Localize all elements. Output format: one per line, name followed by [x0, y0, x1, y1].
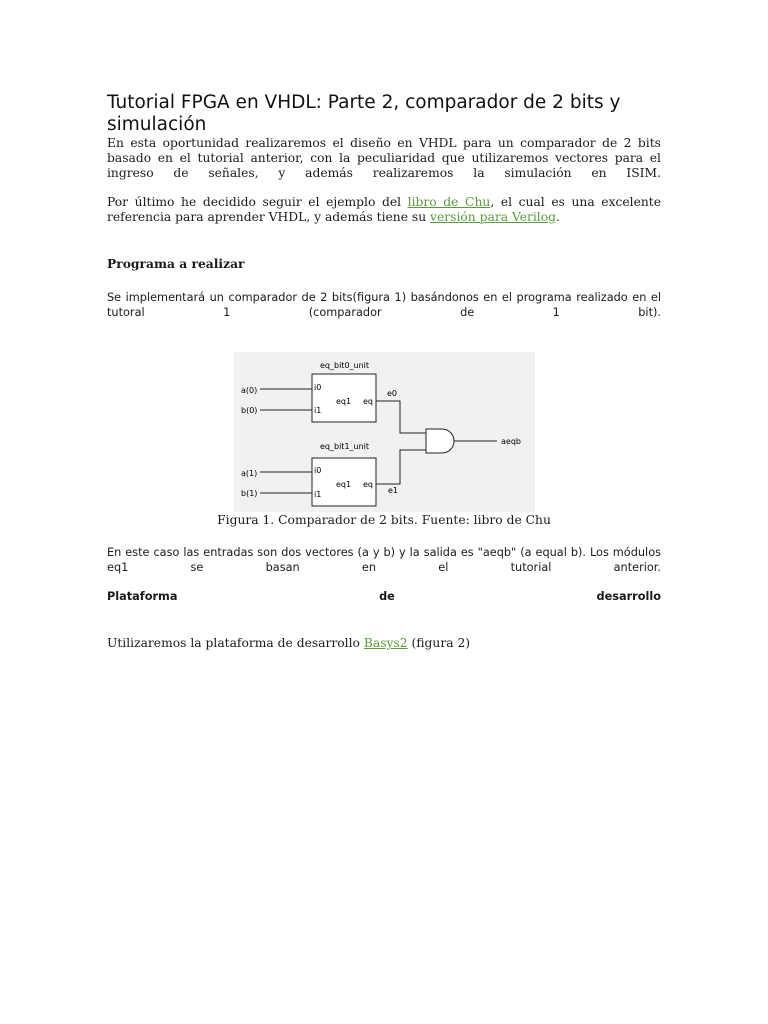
- basys2-link[interactable]: Basys2: [363, 636, 408, 650]
- unit1-port-i0: i0: [314, 466, 322, 475]
- programa-line-2: tutoral 1 (comparador de 1 bit).: [107, 306, 661, 319]
- libro-de-chu-link[interactable]: libro de Chu: [407, 195, 491, 209]
- heading-programa: Programa a realizar: [107, 256, 245, 271]
- unit0-port-i0: i0: [314, 383, 322, 392]
- chu-text-mid: , el cual es una excelente referencia para aprender VHDL, y además tiene su: [107, 195, 662, 224]
- chu-text-pre: Por último he decidido seguir el ejemplo del: [107, 195, 408, 209]
- chu-paragraph: [107, 195, 661, 225]
- unit1-port-eq: eq: [363, 480, 373, 489]
- intro-line-3: realizaremos la simulación en ISIM.: [372, 166, 661, 180]
- intro-paragraph: [107, 136, 661, 181]
- comparator-circuit: [234, 352, 535, 512]
- and-gate: [426, 429, 454, 453]
- plataforma-paragraph: [107, 636, 661, 651]
- heading-plataforma: Plataforma de desarrollo: [107, 590, 661, 603]
- input-a0: a(0): [241, 386, 258, 395]
- unit1-port-i1: i1: [314, 490, 322, 499]
- page-title: Tutorial FPGA en VHDL: Parte 2, comparador de 2 bits y simulación: [107, 92, 621, 135]
- figure-1-diagram: [234, 352, 535, 512]
- inputs-line-2: eq1 se basan en el tutorial anterior.: [107, 561, 661, 574]
- inputs-paragraph: [107, 545, 661, 575]
- unit1-label: eq_bit1_unit: [320, 442, 370, 451]
- input-a1: a(1): [241, 469, 258, 478]
- signal-e1: e1: [388, 486, 399, 495]
- programa-line-1: Se implementará un comparador de 2 bits(figura 1) basándonos en el programa realizado en el: [107, 291, 661, 304]
- plataforma-text-post: (figura 2): [407, 636, 471, 650]
- unit0-eq1: eq1: [336, 397, 352, 406]
- plataforma-text-pre: Utilizaremos la plataforma de desarrollo: [107, 636, 364, 650]
- intro-line-1: En esta oportunidad realizaremos el diseño en VHDL para un comparador de 2 bits basado en el: [107, 136, 661, 165]
- inputs-line-1: En este caso las entradas son dos vectores (a y b) y la salida es "aeqb" (a equal b). Los módulos: [107, 546, 661, 559]
- figure-caption: Figura 1. Comparador de 2 bits. Fuente: libro de Chu: [217, 513, 551, 527]
- unit0-port-eq: eq: [363, 397, 373, 406]
- unit0-port-i1: i1: [314, 406, 322, 415]
- verilog-version-link[interactable]: versión para Verilog: [430, 210, 556, 224]
- article: [107, 92, 661, 225]
- unit0-label: eq_bit0_unit: [320, 361, 370, 370]
- programa-paragraph: [107, 290, 661, 320]
- intro-line-2: tutorial anterior, con la peculiaridad que utilizaremos vectores para el ingreso de señales, y además: [107, 151, 661, 180]
- signal-e0: e0: [387, 389, 398, 398]
- unit1-eq1: eq1: [336, 480, 352, 489]
- input-b1: b(1): [241, 489, 258, 498]
- output-aeqb: aeqb: [501, 437, 521, 446]
- input-b0: b(0): [241, 406, 258, 415]
- chu-text-post: .: [556, 210, 560, 224]
